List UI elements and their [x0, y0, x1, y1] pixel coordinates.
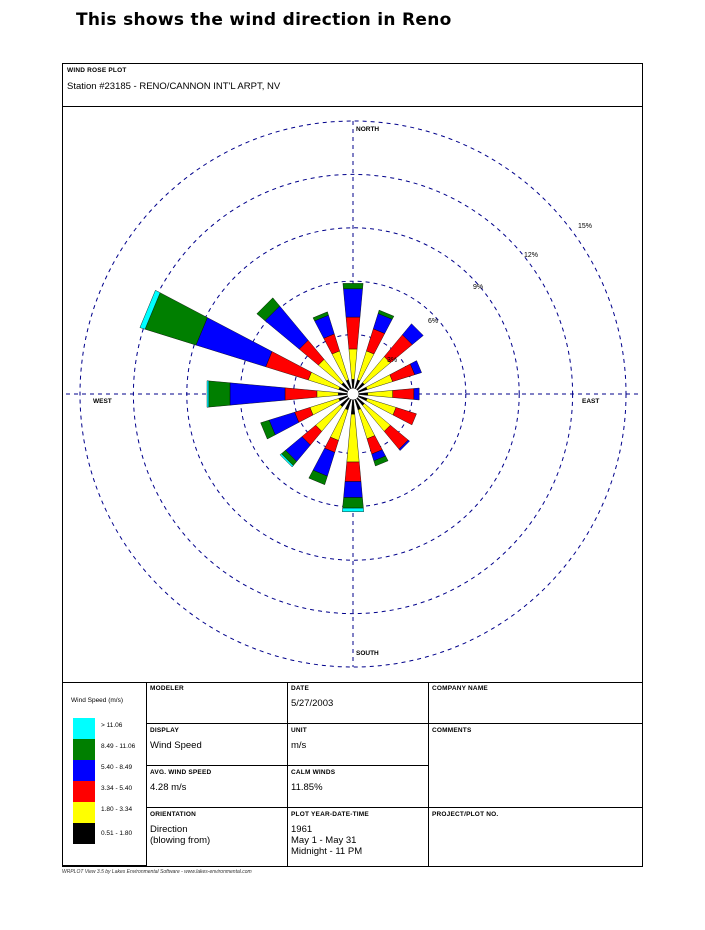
- company-cell: [429, 682, 642, 724]
- east-label: EAST: [582, 398, 600, 405]
- calm-winds-label: CALM WINDS: [291, 769, 336, 776]
- date-cell: [288, 682, 429, 724]
- orientation-line1: Direction: [150, 824, 188, 835]
- petal-W-bin4: [209, 381, 230, 407]
- ring-label-3: 3%: [387, 357, 398, 364]
- calm-winds-value: 11.85%: [291, 782, 323, 793]
- legend-swatch-black: [73, 823, 95, 844]
- project-cell: [429, 808, 642, 866]
- comments-label: COMMENTS: [432, 727, 472, 734]
- petal-WNW-bin2: [266, 352, 312, 381]
- company-label: COMPANY NAME: [432, 685, 488, 692]
- north-label: NORTH: [356, 126, 380, 133]
- petal-S-bin0: [351, 400, 355, 414]
- petal-S-bin5: [342, 508, 363, 512]
- wind-rose-chart: [63, 106, 642, 682]
- petal-S-bin2: [345, 462, 361, 482]
- plot-year: 1961: [291, 824, 313, 835]
- petal-E-bin2: [393, 389, 414, 400]
- plot-time-cell: [288, 808, 429, 866]
- display-value: Wind Speed: [150, 740, 202, 751]
- ring-label-9: 9%: [473, 284, 484, 291]
- station-name: Station #23185 - RENO/CANNON INT'L ARPT, NV: [67, 81, 281, 92]
- petal-E-bin1: [368, 390, 393, 397]
- petal-E-bin3: [414, 388, 419, 400]
- petal-WNW-bin3: [196, 318, 272, 367]
- display-cell: [147, 724, 288, 766]
- petal-E-bin0: [359, 393, 368, 396]
- legend-swatch-cyan: [73, 718, 95, 739]
- orientation-line2: (blowing from): [150, 835, 211, 846]
- ring-label-15: 15%: [578, 223, 593, 230]
- ring-label-6: 6%: [428, 318, 439, 325]
- petal-N-bin2: [346, 317, 360, 349]
- petal-S-bin3: [344, 482, 363, 498]
- petal-N-bin4: [343, 283, 363, 288]
- wind-rose-plot: [63, 106, 642, 683]
- legend-swatch-yellow: [73, 802, 95, 823]
- legend-label: > 11.06: [101, 722, 123, 729]
- petal-S-bin4: [343, 498, 364, 509]
- date-value: 5/27/2003: [291, 698, 334, 709]
- legend-label: 5.40 - 8.49: [101, 764, 133, 771]
- petal-W-bin2: [285, 388, 317, 400]
- orientation-label: ORIENTATION: [150, 811, 197, 818]
- calm-circle: [347, 388, 359, 400]
- petal-N-bin3: [343, 289, 362, 317]
- comments-cell: [429, 724, 642, 808]
- petal-S-bin1: [347, 414, 359, 462]
- date-label: DATE: [291, 685, 310, 692]
- west-label: WEST: [93, 398, 112, 405]
- legend-swatch-green: [73, 739, 95, 760]
- legend-label: 0.51 - 1.80: [101, 830, 133, 837]
- petal-ENE-bin2: [390, 364, 415, 382]
- plot-hours: Midnight - 11 PM: [291, 846, 363, 857]
- petal-N-bin1: [349, 349, 357, 379]
- ring-label-12: 12%: [524, 252, 539, 259]
- petal-ESE-bin2: [393, 407, 417, 425]
- legend-title: Wind Speed (m/s): [71, 697, 124, 704]
- legend-label: 8.49 - 11.06: [101, 743, 136, 750]
- south-label: SOUTH: [356, 650, 379, 657]
- page-title: This shows the wind direction in Reno: [76, 10, 452, 30]
- project-label: PROJECT/PLOT NO.: [432, 811, 499, 818]
- petal-N-bin0: [352, 379, 355, 388]
- avg-speed-label: AVG. WIND SPEED: [150, 769, 212, 776]
- plot-time-label: PLOT YEAR-DATE-TIME: [291, 811, 369, 818]
- unit-cell: [288, 724, 429, 766]
- unit-value: m/s: [291, 740, 307, 751]
- software-credit: WRPLOT View 3.5 by Lakes Environmental Software - www.lakes-environmental.com: [62, 869, 252, 875]
- display-label: DISPLAY: [150, 727, 179, 734]
- legend-panel: [63, 682, 147, 866]
- petal-W-bin3: [230, 383, 285, 405]
- unit-label: UNIT: [291, 727, 307, 734]
- petal-W-bin1: [317, 391, 338, 398]
- avg-speed-cell: [147, 766, 288, 808]
- avg-speed-value: 4.28 m/s: [150, 782, 187, 793]
- plot-dates: May 1 - May 31: [291, 835, 357, 846]
- legend-label: 1.80 - 3.34: [101, 806, 133, 813]
- wind-rose-report: [62, 63, 643, 867]
- calm-winds-cell: [288, 766, 429, 808]
- petal-W-bin5: [207, 381, 209, 408]
- legend-swatch-blue: [73, 760, 95, 781]
- modeler-cell: [147, 682, 288, 724]
- report-header: [63, 64, 642, 107]
- orientation-cell: [147, 808, 288, 866]
- info-table: [63, 682, 642, 866]
- legend-label: 3.34 - 5.40: [101, 785, 133, 792]
- modeler-label: MODELER: [150, 685, 184, 692]
- petal-W-bin0: [338, 393, 347, 396]
- report-type-label: WIND ROSE PLOT: [67, 67, 127, 74]
- legend-swatch-red: [73, 781, 95, 802]
